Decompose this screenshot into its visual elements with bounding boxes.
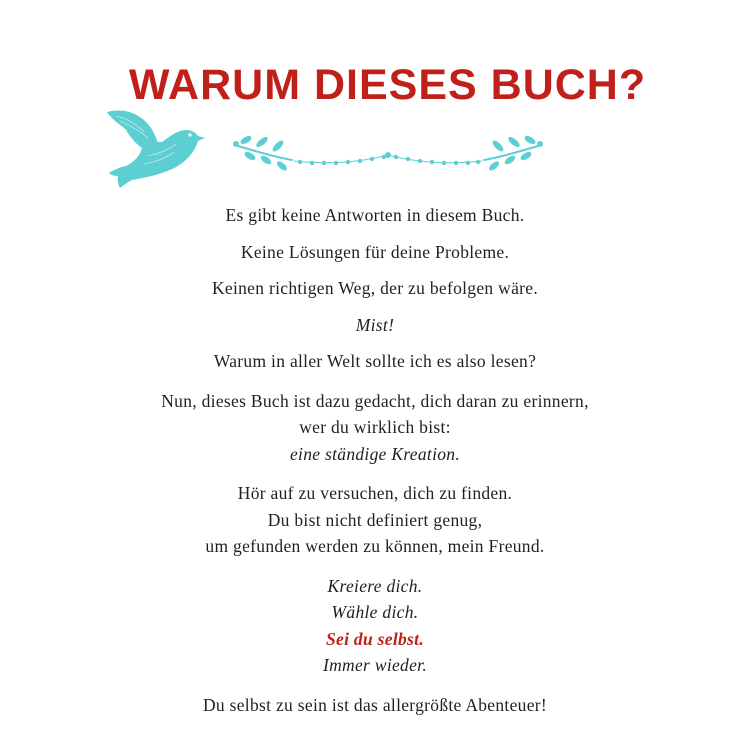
paragraph-line: Kreiere dich.: [327, 575, 423, 596]
highlighted-line: Sei du selbst.: [325, 628, 425, 649]
paragraph-line: eine ständige Kreation.: [289, 443, 461, 464]
body-text: [0, 202, 750, 718]
paragraph: Du selbst zu sein ist das allergrößte Abenteuer!: [202, 694, 548, 715]
paragraph-line: Wähle dich.: [331, 602, 419, 622]
paragraph-line: Immer wieder.: [322, 655, 428, 675]
page-title: WARUM DIESES BUCH?: [128, 61, 647, 109]
paragraph: Mist!: [355, 314, 395, 335]
paragraph: Keinen richtigen Weg, der zu befolgen wäre.: [211, 278, 539, 298]
bird-icon: [104, 106, 208, 190]
paragraph-line: Nun, dieses Buch ist dazu gedacht, dich daran zu erinnern,: [161, 390, 589, 411]
paragraph-line: Hör auf zu versuchen, dich zu finden.: [237, 483, 513, 503]
leaf-garland-icon: [232, 130, 544, 176]
paragraph-line: um gefunden werden zu können, mein Freund.: [205, 536, 545, 556]
paragraph-line: Du bist nicht definiert genug,: [267, 509, 483, 530]
paragraph: Es gibt keine Antworten in diesem Buch.: [225, 205, 525, 225]
paragraph: Keine Lösungen für deine Probleme.: [240, 241, 510, 262]
paragraph-line: wer du wirklich bist:: [299, 417, 451, 437]
paragraph: Warum in aller Welt sollte ich es also lesen?: [213, 351, 537, 371]
